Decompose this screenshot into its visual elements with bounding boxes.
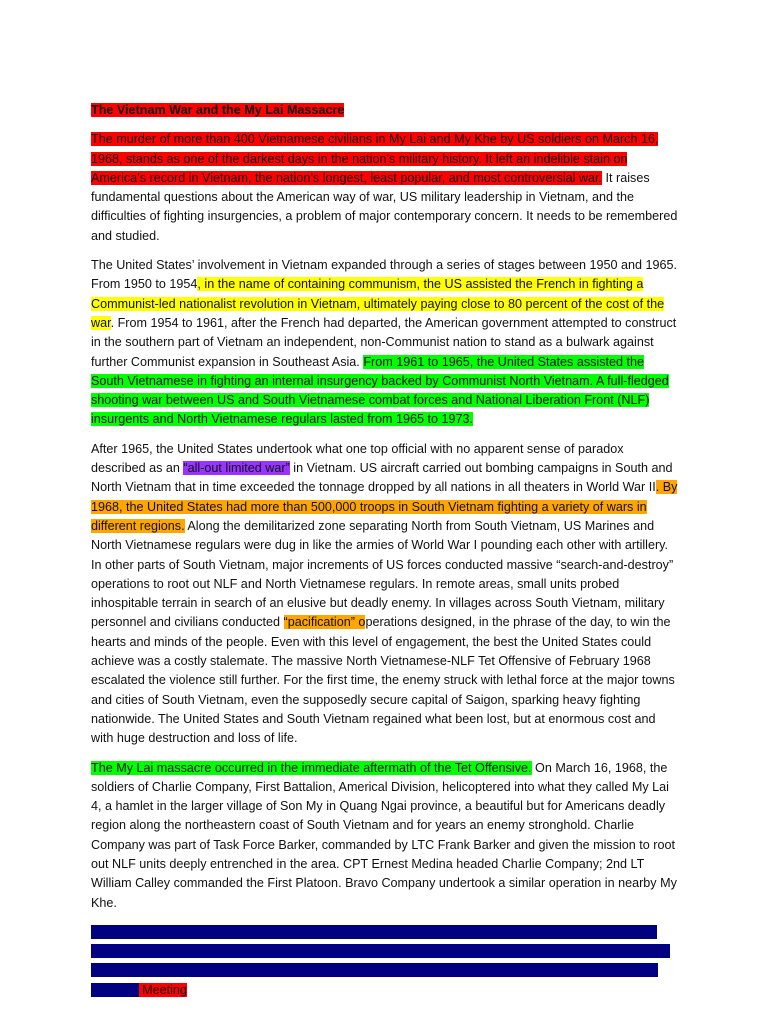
paragraph (91, 130, 679, 246)
highlighted-text: From 1961 to 1965, the United States assisted the South Vietnamese in fighting an internal insurgency backed by Communist North Vietnam. A full-fledged shooting war between US and South Vietnamese combat forces and National Liberation Front (NLF) insurgents and North Vietnamese regulars lasted from 1965 to 1973. (91, 354, 669, 427)
highlighted-text: “all-out limited war” (183, 461, 290, 476)
document-title-text: The Vietnam War and the My Lai Massacre (91, 103, 345, 117)
highlighted-text: “pacification” o (283, 615, 366, 630)
body-text: in Vietnam. US aircraft carried out bombing campaigns in South and North Vietnam that in time exceeded the tonnage dropped by all nations in all theaters in World War II (91, 461, 673, 495)
paragraph (91, 759, 679, 913)
highlighted-text: . By 1968, the United States had more than 500,000 troops in South Vietnam fighting a variety of wars in different regions. (91, 480, 678, 533)
body-text: perations designed, in the phrase of the day, to win the hearts and minds of the people. Even with this level of engagement, the best the United States could achieve was a costly stalemate. The massive North Vietnamese-NLF Tet Offensive of February 1968 escalated the violence still further. For the first time, the enemy struck with lethal force at the major towns and cities of South Vietnam, even the supposedly secure capital of Saigon, sparking heavy fighting nationwide. The United States and South Vietnam regained what been lost, but at enormous cost and with huge destruction and loss of life. (91, 615, 675, 746)
paragraph (91, 923, 679, 1000)
paragraph (91, 256, 679, 430)
highlighted-text: The savagery that followed defies description. Geared up for action, the men entered My Lai at 8 a.m. with weapons blazing and for the next four hours engaged in an orgy of killing. “We just rounded ’em up, me and a couple of guys, just put the M-16 on automatic, and just mowed ’em down,” one soldier later recalled. (91, 924, 670, 997)
paragraph-list (91, 130, 679, 1000)
body-text: Along the demilitarized zone separating North from South Vietnam, US Marines and North Vietnamese regulars were dug in like the armies of World War I pounding each other with artillery. In other parts of South Vietnam, major increments of US forces conducted massive “search-and-destroy” operations to root out NLF and North Vietnamese regulars. In remote areas, small units probed inhospitable terrain in search of an elusive but deadly enemy. In villages across South Vietnam, military personnel and civilians conducted (91, 518, 674, 630)
highlighted-text: The murder of more than 400 Vietnamese civilians in My Lai and My Khe by US soldiers on March 16, 1968, stands as one of the darkest days in the nation’s military history. It left an indelible stain on America’s record in Vietnam, the nation’s longest, least popular, and most controversial war. (91, 132, 659, 185)
highlighted-text: The My Lai massacre occurred in the immediate aftermath of the Tet Offensive. (91, 760, 532, 775)
body-text: . From 1954 to 1961, after the French had departed, the American government attempted to construct in the southern part of Vietnam an independent, non-Communist nation to stand as a bulwark against further Communist expansion in Southeast Asia. (91, 315, 677, 369)
paragraph (91, 440, 679, 749)
body-text: It raises fundamental questions about the American way of war, US military leadership in Vietnam, and the difficulties of fighting insurgencies, a problem of major contemporary concern. It needs to be remembered and studied. (91, 170, 678, 243)
body-text: On March 16, 1968, the soldiers of Charlie Company, First Battalion, Americal Division, helicoptered into what they called My Lai 4, a hamlet in the larger village of Son My in Quang Ngai province, a beautiful but for Americans deadly region along the northeastern coast of South Vietnam and for years an enemy stronghold. Charlie Company was part of Task Force Barker, commanded by LTC Frank Barker and given the mission to root out NLF units deeply entrenched in the area. CPT Ernest Medina headed Charlie Company; 2nd LT William Calley commanded the First Platoon. Bravo Company undertook a similar operation in nearby My Khe. (91, 760, 677, 910)
body-text: After 1965, the United States undertook what one top official with no apparent sense of paradox described as an (91, 441, 624, 476)
document-title (91, 101, 679, 120)
document-body (91, 101, 679, 1010)
body-text: The United States’ involvement in Vietnam expanded through a series of stages between 1950 and 1965. From 1950 to 1954 (91, 258, 677, 292)
highlighted-text: , in the name of containing communism, the US assisted the French in fighting a Communist-led nationalist revolution in Vietnam, ultimately paying close to 80 percent of the cost of the war (91, 277, 665, 330)
highlighted-text: Meeting (138, 982, 187, 997)
